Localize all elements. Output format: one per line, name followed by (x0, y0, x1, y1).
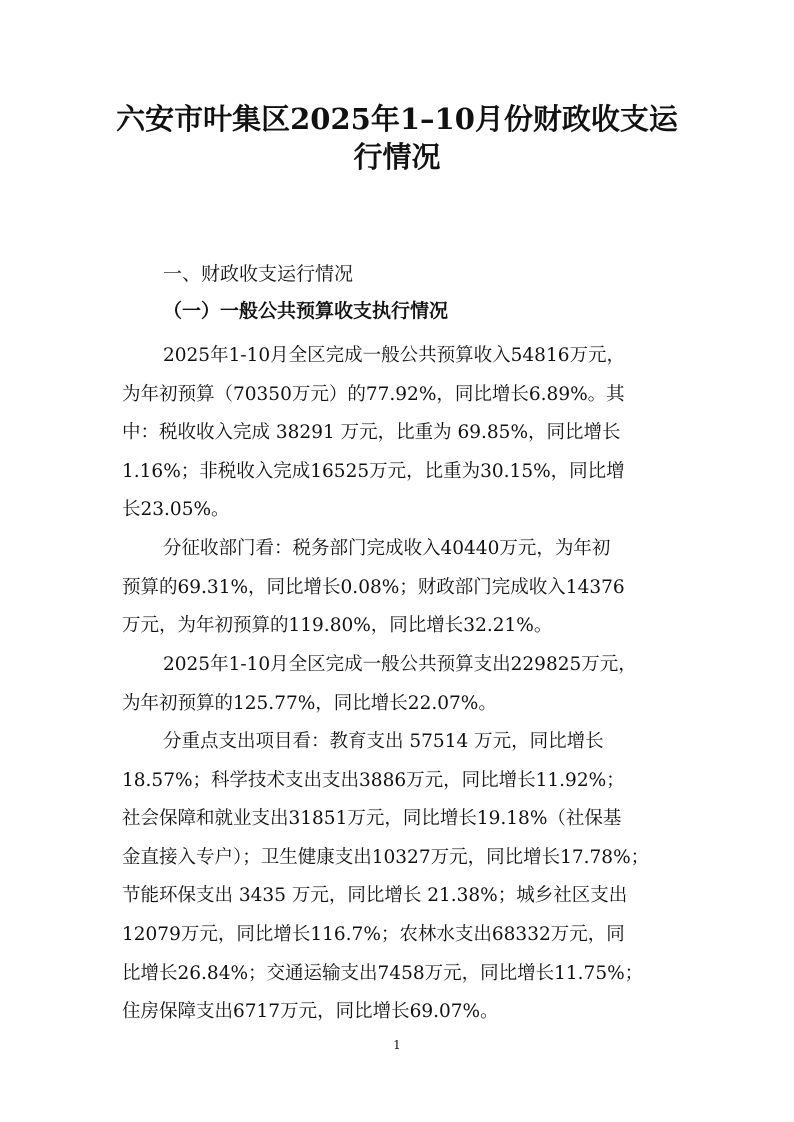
text-line: 1.16%；非税收入完成16525万元，比重为30.15%，同比增 (122, 460, 625, 482)
title-line: 六安市叶集区2025年1–10月份财政收支运 (116, 102, 678, 136)
text-line: 2025年1-10月全区完成一般公共预算支出229825万元， (163, 654, 637, 675)
text-line: 中：税收收入完成 38291 万元，比重为 69.85%，同比增长 (122, 422, 621, 444)
title-line: 行情况 (353, 140, 441, 174)
text-line: 住房保障支出6717万元，同比增长69.07%。 (122, 1001, 499, 1023)
text-line: 比增长26.84%；交通运输支出7458万元，同比增长11.75%； (122, 962, 644, 984)
text-line: 分征收部门看：税务部门完成收入40440万元，为年初 (163, 538, 611, 559)
text-line: 金直接入专户）；卫生健康支出10327万元，同比增长17.78%； (122, 846, 650, 868)
text-line: 18.57%；科学技术支出支出3886万元，同比增长11.92%； (122, 769, 625, 791)
subsection-heading: （一）一般公共预算收支执行情况 (163, 300, 449, 322)
text-line: 社会保障和就业支出31851万元，同比增长19.18%（社保基 (122, 808, 622, 830)
text-line: 长23.05%。 (122, 499, 230, 521)
paragraph-expenditure (122, 646, 678, 723)
document-title (70, 100, 724, 176)
text-line: 分重点支出项目看：教育支出 57514 万元，同比增长 (163, 731, 604, 752)
paragraph-revenue (122, 337, 678, 530)
text-line: 万元，为年初预算的119.80%，同比增长32.21%。 (122, 615, 553, 637)
paragraph-key-expenditures (122, 723, 678, 1032)
text-line: 预算的69.31%，同比增长0.08%；财政部门完成收入14376 (122, 576, 625, 598)
text-line: 为年初预算的125.77%，同比增长22.07%。 (122, 692, 497, 714)
paragraph-by-department (122, 530, 678, 646)
section-heading: 一、财政收支运行情况 (163, 263, 354, 285)
text-line: 为年初预算（70350万元）的77.92%，同比增长6.89%。其 (122, 383, 625, 405)
text-line: 节能环保支出 3435 万元，同比增长 21.38%；城乡社区支出 (122, 885, 628, 907)
text-line: 12079万元，同比增长116.7%；农林水支出68332万元，同 (122, 923, 625, 945)
page-number: 1 (393, 1038, 401, 1052)
text-line: 2025年1-10月全区完成一般公共预算收入54816万元， (163, 345, 625, 366)
